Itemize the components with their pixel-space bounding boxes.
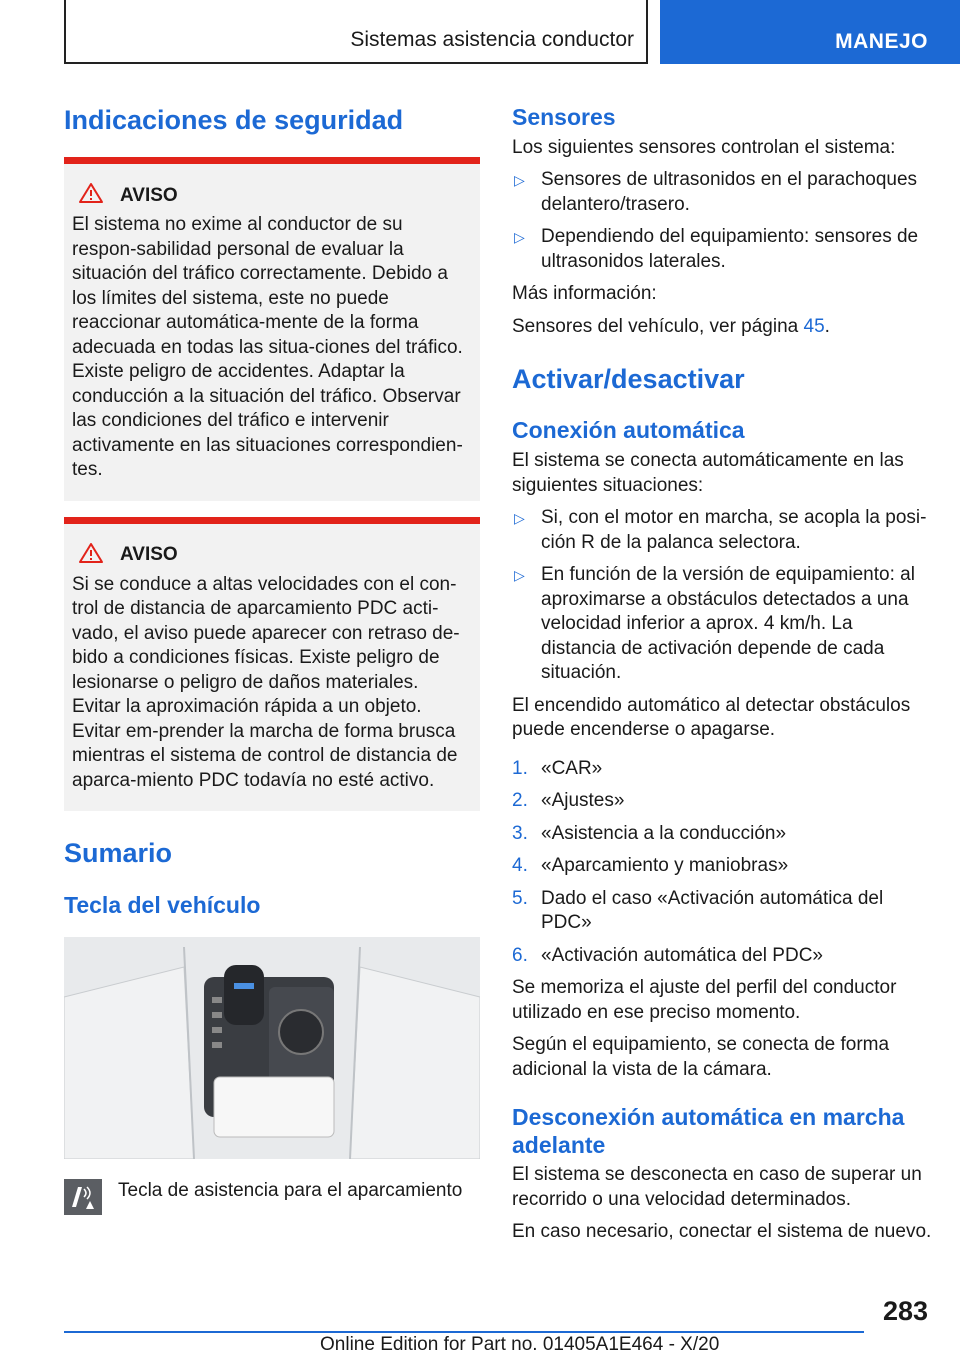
step-item: 1. «CAR»: [512, 757, 603, 779]
photo-caption: [64, 1179, 480, 1215]
list-item: ▷ En función de la versión de equipamiento: al aproximarse a obstáculos detectados a una velocidad inferior a aprox. 4 km/h. La distancia de activación depende de cada situación.: [514, 564, 915, 684]
edition-footer: Online Edition for Part no. 01405A1E464 - X/20: [320, 1334, 720, 1355]
reference-line: Sensores del vehículo, ver página 45.: [512, 315, 830, 337]
triangle-bullet-icon: ▷: [514, 172, 525, 189]
triangle-bullet-icon: ▷: [514, 510, 525, 527]
list-item: ▷ Si, con el motor en marcha, se acopla la posi-ción R de la palanca selectora.: [514, 507, 927, 553]
reconnect-text: En caso necesario, conectar el sistema de nuevo.: [512, 1221, 932, 1243]
page-link[interactable]: 45: [803, 315, 825, 337]
sensors-title: Sensores: [512, 104, 616, 130]
auto-connect-intro: El sistema se conecta automáticamente en las siguientes situaciones:: [512, 450, 904, 496]
summary-title: Sumario: [64, 838, 173, 869]
footer-divider: [64, 1331, 864, 1333]
left-column: [64, 96, 480, 1215]
step-item: 6. «Activación automática del PDC»: [512, 944, 823, 966]
right-column: [512, 96, 932, 1245]
header-chapter-title: MANEJO: [835, 30, 928, 53]
steps-list: [512, 757, 932, 969]
warning-label: AVISO: [120, 544, 178, 566]
auto-connect-title: Conexión automática: [512, 417, 745, 444]
header-chapter-tab: [660, 0, 960, 64]
auto-note: El encendido automático al detectar obstáculos puede encenderse o apagarse.: [512, 694, 911, 741]
header-section-box: [64, 0, 648, 64]
warning-text: Si se conduce a altas velocidades con el con-trol de distancia de aparcamiento PDC acti-vado, el aviso puede aparecer con retraso de-bido a condiciones físicas. Existe peligro de lesionarse o peligro de daños materiales. Evitar la aproximación rápida a un objeto. Evitar em-prender la marcha de forma brusca mientras el sistema de control de distancia de aparca-miento PDC todavía no esté activo.: [72, 573, 460, 791]
step-item: 2. «Ajustes»: [512, 790, 625, 812]
safety-title: Indicaciones de seguridad: [64, 105, 404, 135]
center-console-photo: [64, 937, 480, 1159]
sensors-list: [512, 168, 932, 274]
parking-assist-button-icon: [64, 1179, 102, 1215]
step-item: 5. Dado el caso «Activación automática del PDC»: [512, 887, 884, 934]
warning-text: El sistema no exime al conductor de su respon-sabilidad personal de evaluar la situación del tráfico correctamente. Debido a los límites del sistema, este no puede reaccionar automática-mente de la forma adecuada en todas las situa-ciones del tráfico. Existe peligro de accidentes. Adaptar la conducción a la situación del tráfico. Observar las condiciones del tráfico e intervenir activamente en las situaciones correspondien-tes.: [72, 214, 463, 481]
list-item: ▷ Dependiendo del equipamiento: sensores de ultrasonidos laterales.: [514, 226, 919, 272]
auto-off-title: Desconexión automática en marcha adelante: [512, 1104, 905, 1158]
auto-off-text: El sistema se desconecta en caso de superar un recorrido o una velocidad determinados.: [512, 1164, 922, 1210]
warning-triangle-icon: [78, 182, 104, 209]
warning-box-2: [64, 517, 480, 812]
more-info-label: Más información:: [512, 283, 657, 305]
step-item: 3. «Asistencia a la conducción»: [512, 822, 787, 844]
triangle-bullet-icon: ▷: [514, 229, 525, 246]
warning-header: [72, 542, 472, 569]
step-item: 4. «Aparcamiento y maniobras»: [512, 855, 789, 877]
triangle-bullet-icon: ▷: [514, 567, 525, 584]
warning-header: [72, 182, 472, 209]
sensors-intro: Los siguientes sensores controlan el sistema:: [512, 136, 896, 158]
auto-connect-list: [512, 506, 932, 686]
memo-text: Se memoriza el ajuste del perfil del conductor utilizado en ese preciso momento.: [512, 977, 897, 1023]
header-section-title: Sistemas asistencia conductor: [350, 28, 634, 51]
warning-label: AVISO: [120, 184, 178, 206]
activate-title: Activar/desactivar: [512, 364, 745, 395]
camera-text: Según el equipamiento, se conecta de forma adicional la vista de la cámara.: [512, 1034, 890, 1080]
page-number: 283: [882, 1296, 928, 1326]
warning-box-1: [64, 157, 480, 501]
caption-text: Tecla de asistencia para el aparcamiento: [118, 1180, 463, 1202]
warning-triangle-icon: [78, 542, 104, 569]
list-item: ▷ Sensores de ultrasonidos en el parachoques delantero/trasero.: [514, 169, 918, 215]
vehicle-key-title: Tecla del vehículo: [64, 891, 261, 918]
